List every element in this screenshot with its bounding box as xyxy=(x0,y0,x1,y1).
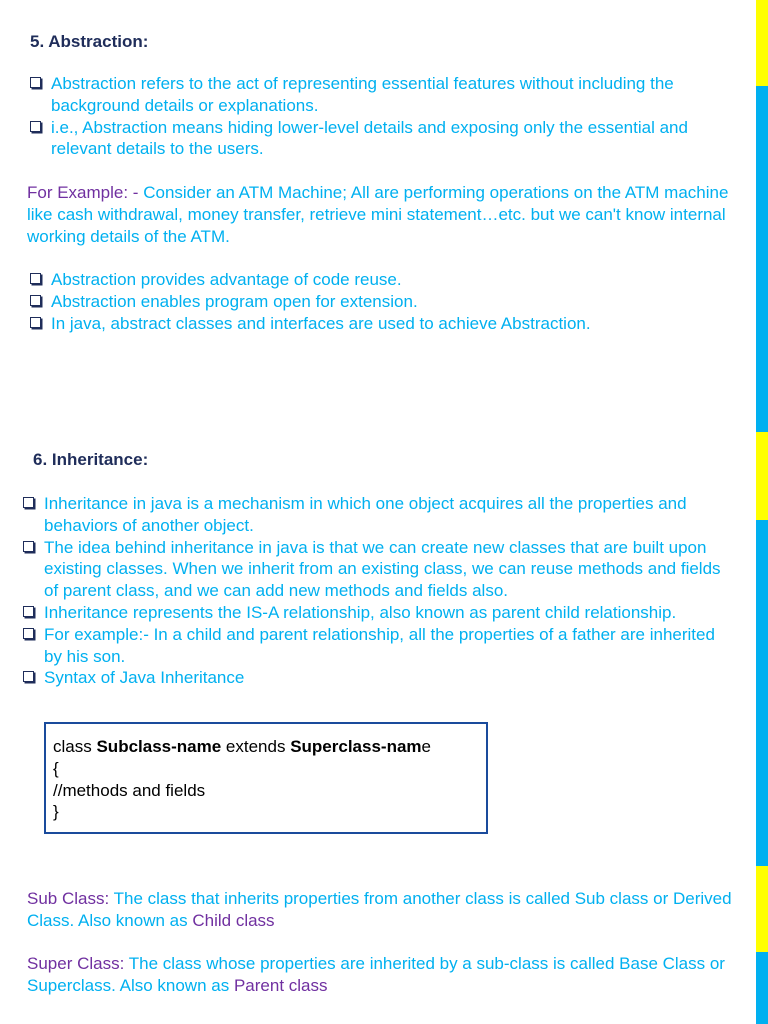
checkbox-bullet-icon xyxy=(23,628,34,639)
sidebar-segment-yellow xyxy=(756,866,768,952)
checkbox-bullet-icon xyxy=(23,606,34,617)
sidebar-segment-yellow xyxy=(756,0,768,86)
list-item: The idea behind inheritance in java is that we can create new classes that are built upon existing classes. When we inherit from an existing class, we can reuse methods and fields of parent class, and we can add new methods and fields also. xyxy=(20,537,732,602)
code-line-declaration: class Subclass-name extends Superclass-name xyxy=(53,737,432,756)
checkbox-bullet-icon xyxy=(30,317,41,328)
list-item: Inheritance in java is a mechanism in which one object acquires all the properties and behaviors of another object. xyxy=(20,493,732,537)
section-heading-inheritance: 6. Inheritance: xyxy=(33,450,149,469)
superclass-definition: Super Class: The class whose properties are inherited by a sub-class is called Base Class or Superclass. Also known as Parent class xyxy=(27,954,725,995)
checkbox-bullet-icon xyxy=(30,121,41,132)
inheritance-syntax-code-box xyxy=(44,722,488,834)
subclass-definition: Sub Class: The class that inherits properties from another class is called Sub class or Derived Class. Also known as Child class xyxy=(27,889,732,930)
code-line-open-brace: { xyxy=(53,758,59,778)
sidebar-segment-blue xyxy=(756,86,768,432)
example-text: Consider an ATM Machine; All are performing operations on the ATM machine like cash withdrawal, money transfer, retrieve mini statement…etc. but we can't know internal working details of the ATM. xyxy=(27,183,729,246)
section-heading-abstraction: 5. Abstraction: xyxy=(30,32,149,51)
checkbox-bullet-icon xyxy=(30,273,41,284)
abstraction-bullet-list xyxy=(27,73,737,160)
checkbox-bullet-icon xyxy=(23,497,34,508)
sidebar-segment-yellow xyxy=(756,432,768,520)
decorative-sidebar xyxy=(756,0,768,1024)
superclass-label: Super Class: xyxy=(27,954,125,973)
list-item: Syntax of Java Inheritance xyxy=(20,667,732,689)
checkbox-bullet-icon xyxy=(30,295,41,306)
list-item: Inheritance represents the IS-A relationship, also known as parent child relationship. xyxy=(20,602,732,624)
list-item: In java, abstract classes and interfaces are used to achieve Abstraction. xyxy=(27,313,737,335)
list-item: Abstraction refers to the act of representing essential features without including the background details or explanations. xyxy=(27,73,737,117)
list-item: i.e., Abstraction means hiding lower-level details and exposing only the essential and relevant details to the users. xyxy=(27,117,737,161)
example-label: For Example: - xyxy=(27,183,139,202)
abstraction-example xyxy=(27,182,739,247)
code-line-close-brace: } xyxy=(53,802,59,822)
list-item: Abstraction provides advantage of code reuse. xyxy=(27,269,737,291)
checkbox-bullet-icon xyxy=(30,77,41,88)
superclass-alias: Parent class xyxy=(233,975,328,995)
sidebar-segment-blue xyxy=(756,520,768,866)
list-item: Abstraction enables program open for extension. xyxy=(27,291,737,313)
checkbox-bullet-icon xyxy=(23,541,34,552)
checkbox-bullet-icon xyxy=(23,671,34,682)
abstraction-bullet-list-2 xyxy=(27,269,737,334)
sidebar-segment-blue xyxy=(756,952,768,1024)
list-item: For example:- In a child and parent relationship, all the properties of a father are inherited by his son. xyxy=(20,624,732,668)
subclass-alias: Child class xyxy=(192,910,275,930)
inheritance-bullet-list xyxy=(20,493,732,689)
code-line-comment: //methods and fields xyxy=(53,780,206,800)
subclass-label: Sub Class: xyxy=(27,889,110,908)
